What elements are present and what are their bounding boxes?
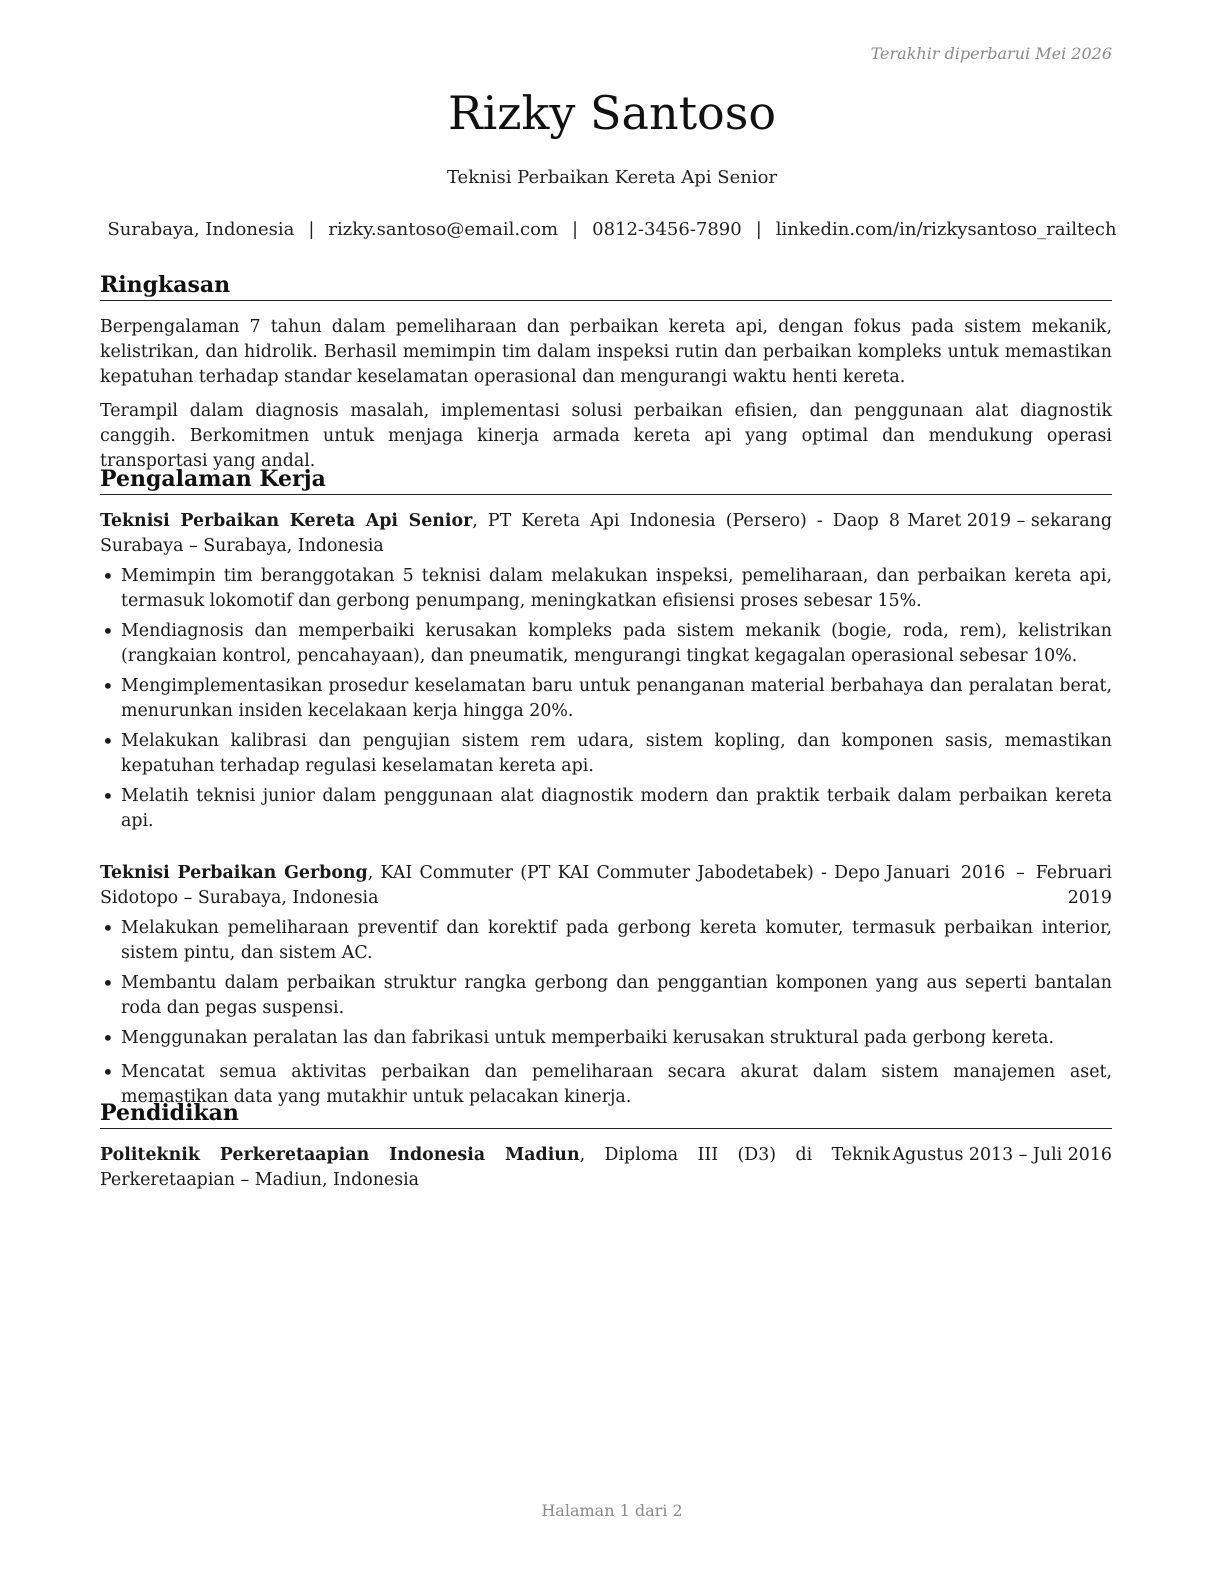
job-employer: , KAI Commuter (PT KAI Commuter Jabodetabek) - Depo Sidotopo – Surabaya, Indonesia bbox=[100, 863, 880, 908]
summary-heading: Ringkasan bbox=[100, 270, 1112, 301]
contact-separator: | bbox=[755, 219, 762, 240]
contact-linkedin[interactable]: linkedin.com/in/rizkysantoso_railtech bbox=[775, 219, 1117, 240]
list-item: • Melakukan kalibrasi dan pengujian sistem rem udara, sistem kopling, dan komponen sasis, memastikan kepatuhan terhadap regulasi keselamatan kereta api. bbox=[100, 729, 1112, 779]
education-date: Agustus 2013 – Juli 2016 bbox=[892, 1145, 1112, 1165]
list-item: • Mengimplementasikan prosedur keselamatan baru untuk penanganan material berbahaya dan peralatan berat, menurunkan insiden kecelakaan kerja hingga 20%. bbox=[100, 674, 1112, 724]
list-item: • Menggunakan peralatan las dan fabrikasi untuk memperbaiki kerusakan struktural pada gerbong kereta. bbox=[100, 1026, 1112, 1051]
list-item: • Melakukan pemeliharaan preventif dan korektif pada gerbong kereta komuter, termasuk perbaikan interior, sistem pintu, dan sistem AC. bbox=[100, 916, 1112, 966]
candidate-name: Rizky Santoso bbox=[447, 86, 777, 140]
contact-line bbox=[0, 219, 1224, 240]
job-date: Januari 2016 – Februari 2019 bbox=[886, 863, 1112, 908]
job-role: Teknisi Perbaikan Gerbong bbox=[100, 863, 368, 883]
education-heading: Pendidikan bbox=[100, 1098, 1112, 1129]
summary-section bbox=[100, 270, 1112, 474]
contact-location: Surabaya, Indonesia bbox=[107, 219, 295, 240]
contact-phone[interactable]: 0812-3456-7890 bbox=[592, 219, 742, 240]
summary-paragraph: Terampil dalam diagnosis masalah, implementasi solusi perbaikan efisien, dan penggunaan alat diagnostik canggih. Berkomitmen untuk menjaga kinerja armada kereta api yang optimal dan mendukung operasi transportasi yang andal. bbox=[100, 401, 1112, 471]
job-header bbox=[100, 509, 1112, 559]
education-degree: , Diploma III (D3) di Teknik Perkeretaapian – Madiun, Indonesia bbox=[100, 1145, 890, 1190]
experience-heading: Pengalaman Kerja bbox=[100, 464, 1112, 495]
contact-email[interactable]: rizky.santoso@email.com bbox=[328, 219, 559, 240]
list-item: • Membantu dalam perbaikan struktur rangka gerbong dan penggantian komponen yang aus seperti bantalan roda dan pegas suspensi. bbox=[100, 971, 1112, 1021]
job-role: Teknisi Perbaikan Kereta Api Senior bbox=[100, 511, 473, 531]
education-section bbox=[100, 1098, 1112, 1193]
last-updated-note: Terakhir diperbarui Mei 2026 bbox=[870, 44, 1112, 63]
job-header bbox=[100, 861, 1112, 911]
list-item: • Mendiagnosis dan memperbaiki kerusakan kompleks pada sistem mekanik (bogie, roda, rem), kelistrikan (rangkaian kontrol, pencahayaan), dan pneumatik, mengurangi tingkat kegagalan operasional sebesar 10%. bbox=[100, 619, 1112, 669]
list-item: • Melatih teknisi junior dalam penggunaan alat diagnostik modern dan praktik terbaik dalam perbaikan kereta api. bbox=[100, 784, 1112, 834]
candidate-title: Teknisi Perbaikan Kereta Api Senior bbox=[446, 167, 778, 188]
list-item: • Mencatat semua aktivitas perbaikan dan pemeliharaan secara akurat dalam sistem manajemen aset, memastikan data yang mutakhir untuk pelacakan kinerja. bbox=[100, 1060, 1112, 1110]
list-item: • Memimpin tim beranggotakan 5 teknisi dalam melakukan inspeksi, pemeliharaan, dan perbaikan kereta api, termasuk lokomotif dan gerbong penumpang, meningkatkan efisiensi proses sebesar 15%. bbox=[100, 564, 1112, 614]
experience-section bbox=[100, 464, 1112, 1110]
education-entry bbox=[100, 1143, 1112, 1193]
job-date: Maret 2019 – sekarang bbox=[907, 511, 1112, 531]
job-employer: , PT Kereta Api Indonesia (Persero) - Daop 8 Surabaya – Surabaya, Indonesia bbox=[100, 511, 900, 556]
summary-paragraph: Berpengalaman 7 tahun dalam pemeliharaan dan perbaikan kereta api, dengan fokus pada sistem mekanik, kelistrikan, dan hidrolik. Berhasil memimpin tim dalam inspeksi rutin dan perbaikan kompleks untuk memastikan kepatuhan terhadap standar keselamatan operasional dan mengurangi waktu henti kereta. bbox=[100, 317, 1112, 387]
contact-separator: | bbox=[572, 219, 579, 240]
page-number: Halaman 1 dari 2 bbox=[541, 1501, 683, 1520]
contact-separator: | bbox=[308, 219, 315, 240]
job-bullets bbox=[100, 916, 1112, 1110]
education-school: Politeknik Perkeretaapian Indonesia Madiun bbox=[100, 1145, 580, 1165]
job-bullets bbox=[100, 564, 1112, 834]
